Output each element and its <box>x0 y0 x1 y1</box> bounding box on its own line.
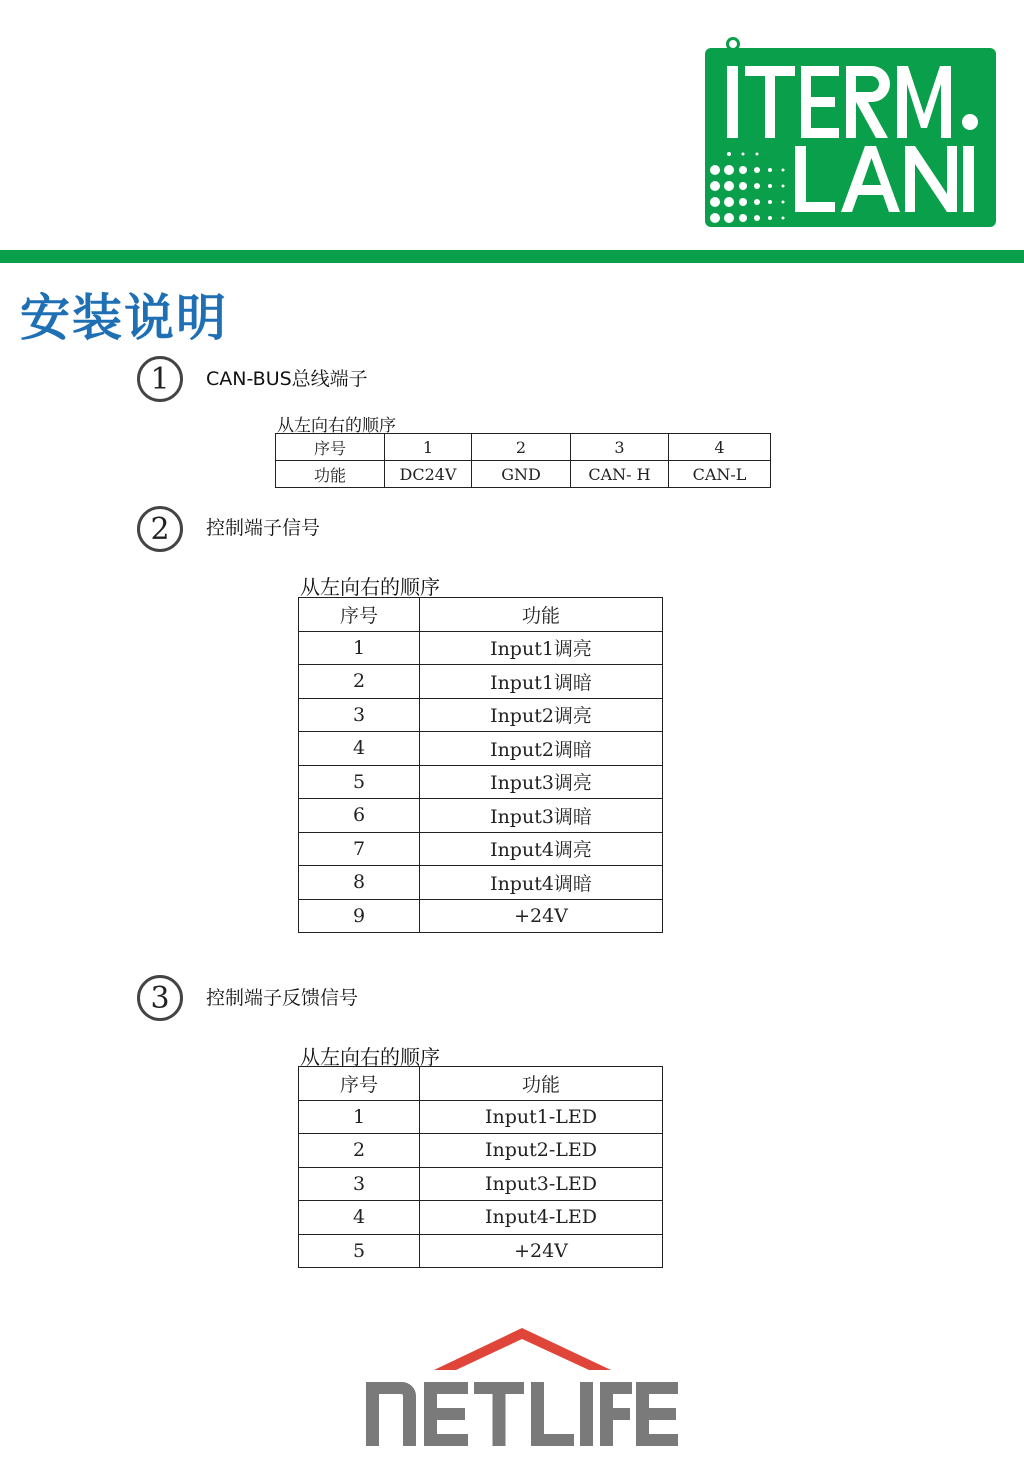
table-row <box>299 1067 663 1101</box>
table-cell: Input2-LED <box>420 1134 663 1168</box>
table-row <box>299 598 663 632</box>
table-cell: CAN- H <box>571 461 669 488</box>
table-row <box>299 899 663 933</box>
table-cell: Input1调暗 <box>420 665 663 699</box>
table-header-cell: 序号 <box>299 1067 420 1101</box>
table-cell: 2 <box>299 1134 420 1168</box>
table-row <box>299 1167 663 1201</box>
table-cell: Input3-LED <box>420 1167 663 1201</box>
table-cell: 1 <box>299 1100 420 1134</box>
table-cell: GND <box>472 461 571 488</box>
section-2-number: 2 <box>137 506 183 552</box>
table-row <box>299 631 663 665</box>
table-row <box>299 665 663 699</box>
section-1-heading: CAN-BUS总线端子 <box>206 368 368 390</box>
table-cell: 功能 <box>276 461 385 488</box>
table-cell: 7 <box>299 832 420 866</box>
feedback-signal-table <box>298 1066 663 1268</box>
table-cell: 4 <box>299 1201 420 1235</box>
table-row <box>299 832 663 866</box>
table-row <box>299 765 663 799</box>
table-cell: 3 <box>299 1167 420 1201</box>
table-row <box>299 1100 663 1134</box>
section-3-caption: 从左向右的顺序 <box>300 1045 440 1069</box>
table-row <box>299 866 663 900</box>
table-cell: 5 <box>299 765 420 799</box>
table-cell: Input4调暗 <box>420 866 663 900</box>
table-cell: 4 <box>299 732 420 766</box>
table-cell: 3 <box>299 698 420 732</box>
table-cell: Input1-LED <box>420 1100 663 1134</box>
table-cell: 8 <box>299 866 420 900</box>
table-row <box>299 799 663 833</box>
table-cell: 5 <box>299 1234 420 1268</box>
table-cell: Input4调亮 <box>420 832 663 866</box>
table-row <box>299 1201 663 1235</box>
section-1-number: 1 <box>137 356 183 402</box>
table-cell: CAN-L <box>669 461 771 488</box>
section-1-caption: 从左向右的顺序 <box>277 416 396 436</box>
iterm-lani-logo <box>705 36 996 227</box>
section-2-caption: 从左向右的顺序 <box>300 575 440 599</box>
can-bus-table <box>275 433 771 488</box>
table-cell: 2 <box>299 665 420 699</box>
table-cell: Input2调暗 <box>420 732 663 766</box>
table-row <box>299 732 663 766</box>
control-signal-table <box>298 597 663 933</box>
table-row <box>276 461 771 488</box>
section-3-number: 3 <box>137 975 183 1021</box>
page-title: 安装说明 <box>20 289 228 347</box>
table-cell: 4 <box>669 434 771 461</box>
table-row <box>299 698 663 732</box>
table-cell: 6 <box>299 799 420 833</box>
netlife-logo <box>364 1326 680 1448</box>
table-cell: 9 <box>299 899 420 933</box>
table-cell: Input2调亮 <box>420 698 663 732</box>
table-cell: Input1调亮 <box>420 631 663 665</box>
table-cell: Input3调亮 <box>420 765 663 799</box>
table-header-cell: 功能 <box>420 1067 663 1101</box>
table-cell: +24V <box>420 899 663 933</box>
table-row <box>299 1234 663 1268</box>
table-cell: 2 <box>472 434 571 461</box>
table-cell: 3 <box>571 434 669 461</box>
section-3-heading: 控制端子反馈信号 <box>206 987 359 1009</box>
table-cell: Input3调暗 <box>420 799 663 833</box>
table-row <box>299 1134 663 1168</box>
table-cell: 1 <box>385 434 472 461</box>
table-cell: DC24V <box>385 461 472 488</box>
section-2-heading: 控制端子信号 <box>206 517 321 539</box>
table-cell: 1 <box>299 631 420 665</box>
table-header-cell: 功能 <box>420 598 663 632</box>
table-cell: +24V <box>420 1234 663 1268</box>
table-row <box>276 434 771 461</box>
table-header-cell: 序号 <box>299 598 420 632</box>
green-divider <box>0 250 1024 263</box>
table-cell: Input4-LED <box>420 1201 663 1235</box>
table-cell: 序号 <box>276 434 385 461</box>
